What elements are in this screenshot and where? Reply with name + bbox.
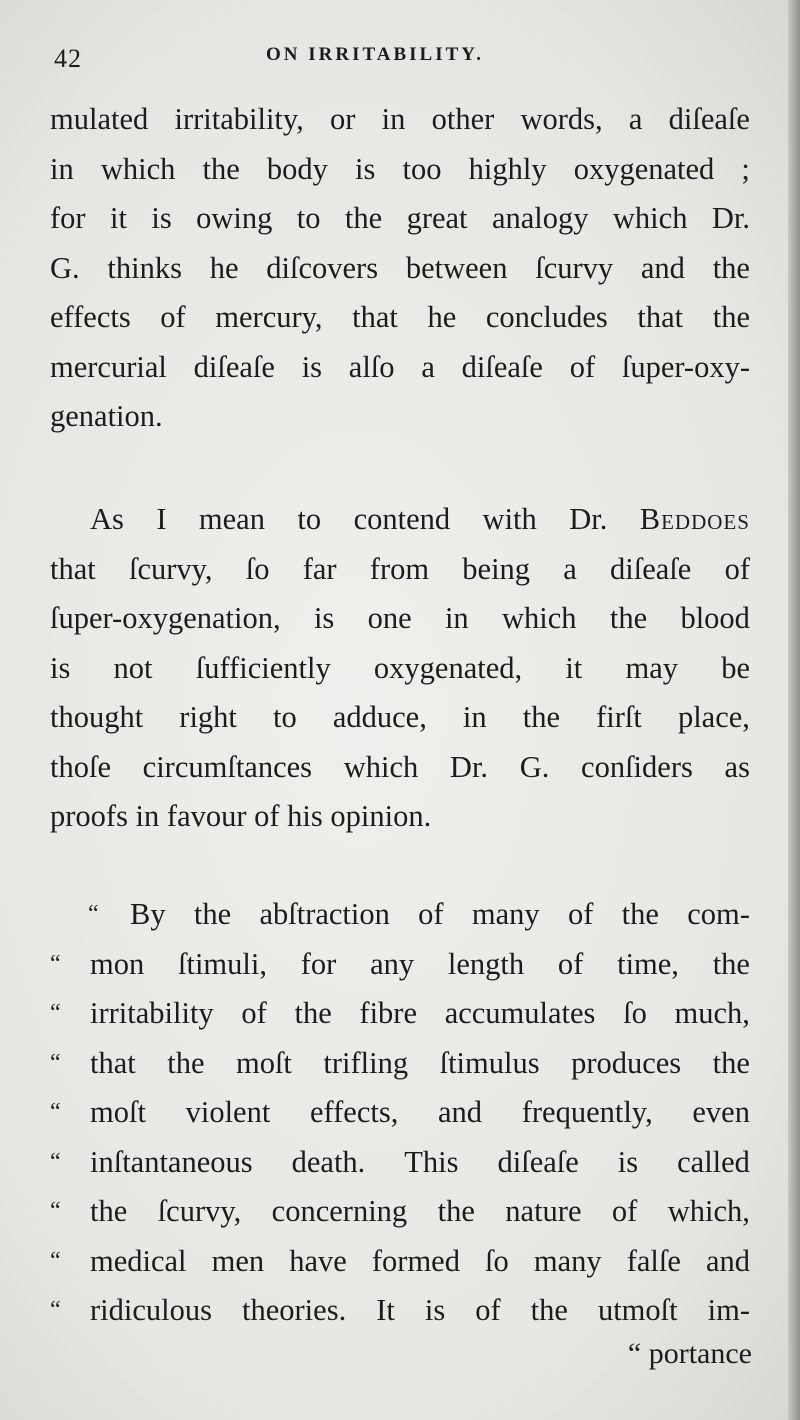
text-line: that ſcurvy, ſo far from being a diſeaſe of [50,551,750,586]
text-line: medical men have formed ſo many falſe and [90,1243,750,1278]
text-line: By the abſtraction of many of the com- [130,897,750,931]
text-line: G. thinks he diſcovers between ſcurvy and the [50,250,750,285]
catchword: “ portance [627,1337,752,1370]
text-line: inſtantaneous death. This diſeaſe is called [90,1144,750,1179]
quote-mark: “ [50,1297,61,1323]
text-line: genation. [50,399,163,433]
text-line: in which the body is too highly oxygenated ; [50,151,750,186]
quote-mark: “ [50,1247,61,1274]
running-title: ON IRRITABILITY. [266,44,484,65]
quote-mark: “ [50,1099,61,1125]
text-line: proofs in favour of his opinion. [50,799,432,833]
text-line: for it is owing to the great analogy which Dr. [50,201,750,235]
page-edge-shadow [788,0,800,1420]
text-line: that the moſt trifling ſtimulus produces the [90,1045,750,1080]
text-line: mon ſtimuli, for any length of time, the [90,946,750,981]
text-line: As I mean to contend with Dr. Beddoes [90,502,750,536]
quote-mark: “ [88,901,99,927]
page-number: 42 [54,44,82,73]
text-line: ridiculous theories. It is of the utmoſt im- [90,1293,750,1327]
text-line: effects of mercury, that he concludes that the [50,300,750,334]
text-line: thoſe circumſtances which Dr. G. conſiders as [50,749,750,784]
quote-mark: “ [50,1000,61,1026]
quote-mark: “ [50,1148,61,1175]
text-line: mulated irritability, or in other words, a diſeaſe [50,102,750,136]
text-line: irritability of the fibre accumulates ſo much, [90,996,750,1030]
quote-mark: “ [50,1198,61,1224]
text-line: mercurial diſeaſe is alſo a diſeaſe of ſuper-oxy- [50,349,750,384]
text-line: thought right to adduce, in the firſt place, [50,700,750,734]
text-line: the ſcurvy, concerning the nature of which, [90,1194,750,1228]
quote-mark: “ [50,950,61,977]
text-line: ſuper-oxygenation, is one in which the blood [50,601,750,635]
text-line: moſt violent effects, and frequently, even [90,1095,750,1129]
text-line: is not ſufficiently oxygenated, it may be [50,650,750,685]
quote-mark: “ [50,1049,61,1076]
